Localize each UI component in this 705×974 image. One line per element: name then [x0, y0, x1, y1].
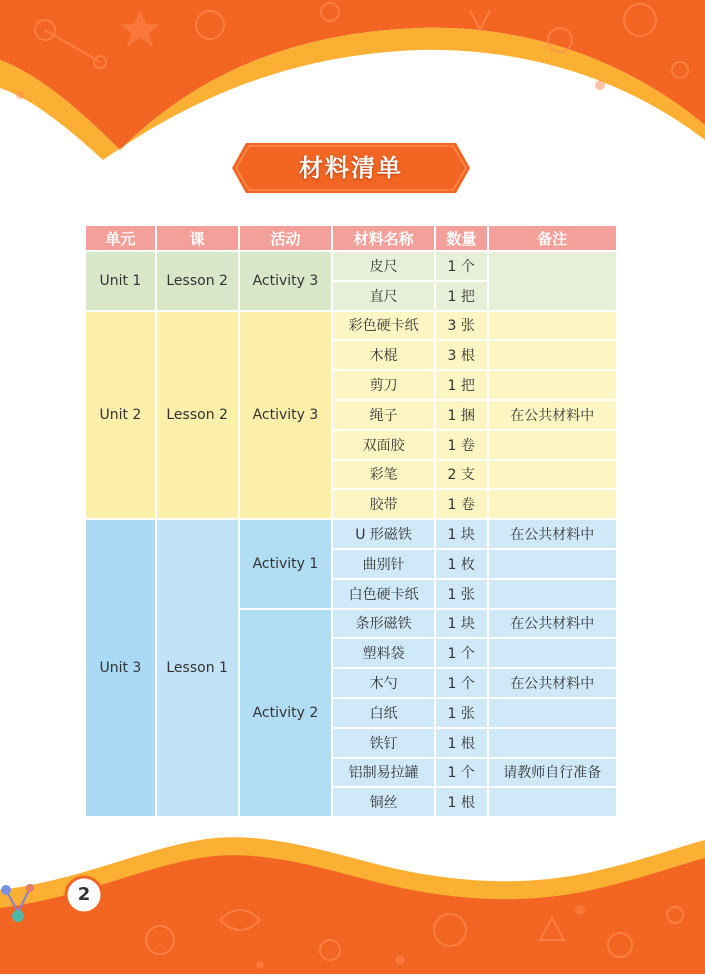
lesson-cell: Lesson 1 — [157, 520, 238, 816]
material-cell: 皮尺 — [333, 252, 434, 280]
note-cell — [489, 461, 616, 489]
quantity-cell: 3 张 — [436, 312, 487, 340]
unit-cell: Unit 3 — [86, 520, 155, 816]
unit-cell: Unit 1 — [86, 252, 155, 310]
quantity-cell: 1 块 — [436, 520, 487, 548]
quantity-cell: 1 卷 — [436, 431, 487, 459]
quantity-cell: 1 根 — [436, 729, 487, 757]
quantity-cell: 1 枚 — [436, 550, 487, 578]
quantity-cell: 3 根 — [436, 341, 487, 369]
quantity-cell: 1 个 — [436, 669, 487, 697]
note-cell — [489, 341, 616, 369]
note-cell: 在公共材料中 — [489, 610, 616, 638]
note-cell — [489, 371, 616, 399]
activity-cell: Activity 2 — [240, 610, 332, 817]
table-header-row — [86, 226, 616, 250]
header-quantity: 数量 — [436, 226, 487, 250]
quantity-cell: 1 把 — [436, 371, 487, 399]
note-cell — [489, 580, 616, 608]
activity-cell: Activity 3 — [240, 312, 332, 519]
material-cell: 白纸 — [333, 699, 434, 727]
material-cell: 曲别针 — [333, 550, 434, 578]
note-cell — [489, 490, 616, 518]
header-lesson: 课 — [157, 226, 238, 250]
table-row — [86, 312, 616, 340]
note-cell — [489, 312, 616, 340]
material-cell: 木棍 — [333, 341, 434, 369]
quantity-cell: 1 块 — [436, 610, 487, 638]
material-cell: 彩笔 — [333, 461, 434, 489]
material-cell: 木勺 — [333, 669, 434, 697]
note-cell: 在公共材料中 — [489, 401, 616, 429]
header-note: 备注 — [489, 226, 616, 250]
note-cell — [489, 431, 616, 459]
material-cell: 剪刀 — [333, 371, 434, 399]
quantity-cell: 1 张 — [436, 699, 487, 727]
page-number: 2 — [77, 884, 91, 905]
note-cell — [489, 639, 616, 667]
note-cell — [489, 729, 616, 757]
note-cell — [489, 550, 616, 578]
material-cell: 直尺 — [333, 282, 434, 310]
note-cell — [489, 252, 616, 310]
activity-cell: Activity 1 — [240, 520, 332, 607]
lesson-cell: Lesson 2 — [157, 312, 238, 519]
quantity-cell: 1 根 — [436, 788, 487, 816]
bottom-wave-decoration — [0, 820, 705, 974]
material-cell: 绳子 — [333, 401, 434, 429]
title-banner — [232, 143, 470, 193]
material-cell: 双面胶 — [333, 431, 434, 459]
note-cell: 在公共材料中 — [489, 669, 616, 697]
material-cell: 铝制易拉罐 — [333, 759, 434, 787]
note-cell: 在公共材料中 — [489, 520, 616, 548]
note-cell — [489, 699, 616, 727]
header-unit: 单元 — [86, 226, 155, 250]
material-cell: 彩色硬卡纸 — [333, 312, 434, 340]
materials-table — [84, 224, 618, 818]
table-row — [86, 252, 616, 280]
material-cell: 铁钉 — [333, 729, 434, 757]
page-title: 材料清单 — [299, 154, 403, 182]
header-material: 材料名称 — [333, 226, 434, 250]
quantity-cell: 2 支 — [436, 461, 487, 489]
quantity-cell: 1 个 — [436, 759, 487, 787]
quantity-cell: 1 张 — [436, 580, 487, 608]
material-cell: 胶带 — [333, 490, 434, 518]
lesson-cell: Lesson 2 — [157, 252, 238, 310]
material-cell: U 形磁铁 — [333, 520, 434, 548]
quantity-cell: 1 个 — [436, 639, 487, 667]
material-cell: 铜丝 — [333, 788, 434, 816]
activity-cell: Activity 3 — [240, 252, 332, 310]
table-row — [86, 520, 616, 548]
quantity-cell: 1 卷 — [436, 490, 487, 518]
note-cell: 请教师自行准备 — [489, 759, 616, 787]
header-activity: 活动 — [240, 226, 332, 250]
material-cell: 塑料袋 — [333, 639, 434, 667]
material-cell: 条形磁铁 — [333, 610, 434, 638]
note-cell — [489, 788, 616, 816]
quantity-cell: 1 捆 — [436, 401, 487, 429]
quantity-cell: 1 个 — [436, 252, 487, 280]
quantity-cell: 1 把 — [436, 282, 487, 310]
material-cell: 白色硬卡纸 — [333, 580, 434, 608]
unit-cell: Unit 2 — [86, 312, 155, 519]
